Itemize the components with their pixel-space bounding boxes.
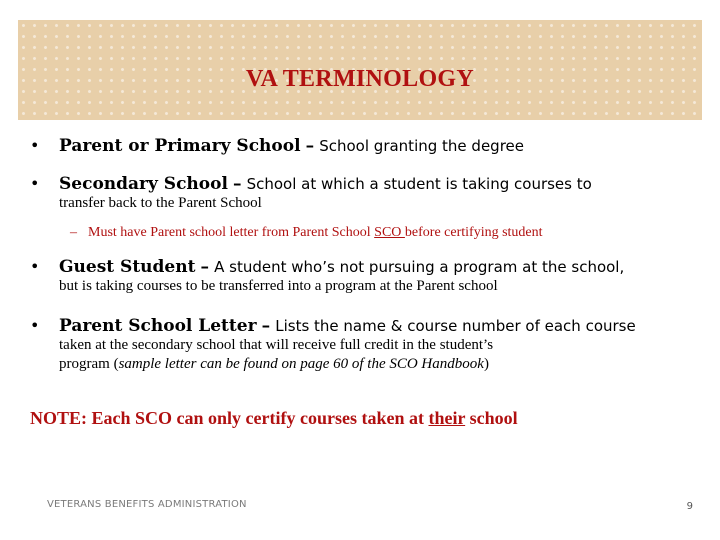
term-definition-continued: but is taking courses to be transferred into a program at the Parent school <box>59 278 498 294</box>
slide-title: VA TERMINOLOGY <box>245 65 475 92</box>
page-number: 9 <box>686 501 693 512</box>
bullet-icon: • <box>30 316 40 335</box>
term-label: Guest Student <box>59 257 196 277</box>
bullet-item-parent-school-letter <box>30 316 690 374</box>
sub-bullet-underlined: SCO <box>374 225 405 240</box>
cont-prefix: program ( <box>59 356 119 372</box>
term-label: Parent or Primary School <box>59 136 301 156</box>
term-dash: – <box>233 174 242 194</box>
term-label: Secondary School <box>59 174 228 194</box>
sub-bullet-text-after: before certifying student <box>404 225 543 240</box>
title-banner <box>18 20 702 120</box>
note-underlined: their <box>428 408 466 428</box>
sub-bullet-dash: – <box>70 225 77 240</box>
term-label: Parent School Letter <box>59 316 257 336</box>
term-dash: – <box>261 316 271 336</box>
term-dash: – <box>200 257 210 277</box>
bullet-item-guest-student <box>30 257 690 296</box>
bullet-list <box>30 136 690 374</box>
note-before: NOTE: Each SCO can only certify courses taken at <box>30 408 429 428</box>
term-definition-continued-2 <box>59 355 690 374</box>
cont-italic: sample letter can be found on page 60 of the SCO Handbook <box>118 356 484 372</box>
bullet-icon: • <box>30 136 40 155</box>
cont-suffix: ) <box>483 356 489 372</box>
term-definition: School at which a student is taking courses to <box>246 175 592 193</box>
term-definition-continued-1: taken at the secondary school that will receive full credit in the student’s <box>59 337 494 353</box>
term-dash: – <box>305 136 315 156</box>
term-definition: A student who’s not pursuing a program at the school, <box>214 258 625 276</box>
note-after: school <box>465 408 518 428</box>
term-definition: School granting the degree <box>319 137 524 155</box>
sub-bullet-sco-requirement <box>30 225 690 241</box>
term-definition: Lists the name & course number of each course <box>275 317 636 335</box>
bullet-icon: • <box>30 257 40 276</box>
sub-bullet-text-before: Must have Parent school letter from Parent School <box>88 225 375 240</box>
bullet-item-secondary-school <box>30 174 690 213</box>
term-definition-continued: transfer back to the Parent School <box>59 195 262 211</box>
footer-text: VETERANS BENEFITS ADMINISTRATION <box>47 499 247 510</box>
bullet-icon: • <box>30 174 40 193</box>
bullet-item-parent-school <box>30 136 690 156</box>
note-text <box>30 408 518 429</box>
